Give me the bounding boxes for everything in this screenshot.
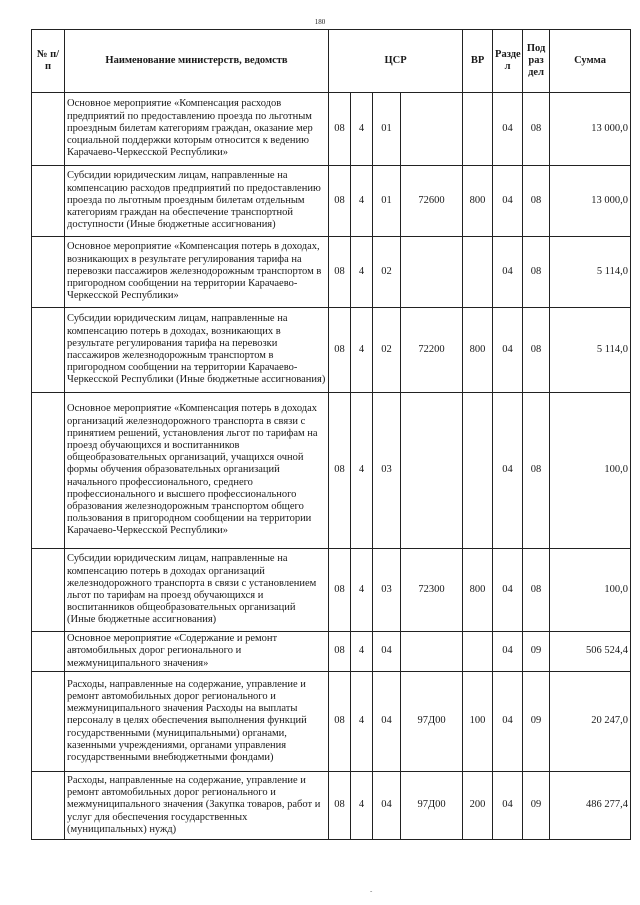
row-num xyxy=(32,308,65,393)
row-csr-subprogram: 4 xyxy=(351,549,373,632)
header-subsection: Под раз дел xyxy=(523,30,550,93)
page-number: 180 xyxy=(314,18,326,26)
row-subsection: 08 xyxy=(523,237,550,308)
row-subsection: 09 xyxy=(523,772,550,840)
row-sum: 13 000,0 xyxy=(550,93,631,166)
row-vr xyxy=(463,393,493,549)
row-csr-direction: 72600 xyxy=(401,166,463,237)
row-section: 04 xyxy=(493,308,523,393)
row-sum: 13 000,0 xyxy=(550,166,631,237)
row-subsection: 08 xyxy=(523,308,550,393)
row-csr-event: 03 xyxy=(373,549,401,632)
row-subsection: 08 xyxy=(523,166,550,237)
row-csr-subprogram: 4 xyxy=(351,237,373,308)
row-csr-event: 04 xyxy=(373,632,401,672)
row-csr-subprogram: 4 xyxy=(351,93,373,166)
row-section: 04 xyxy=(493,549,523,632)
row-csr-subprogram: 4 xyxy=(351,772,373,840)
row-sum: 486 277,4 xyxy=(550,772,631,840)
row-csr-subprogram: 4 xyxy=(351,672,373,772)
table-row xyxy=(32,549,631,632)
footer-mark: - xyxy=(370,887,373,895)
row-name: Субсидии юридическим лицам, направленные на компенсацию расходов предприятий по предоставлению проезда по льготным проездным билетам отдельным категориям граждан на обеспечение транспортной доступности (Иные бюджетные ассигнования) xyxy=(65,166,329,237)
row-csr-direction: 97Д00 xyxy=(401,672,463,772)
row-subsection: 09 xyxy=(523,672,550,772)
row-csr-program: 08 xyxy=(329,166,351,237)
row-csr-direction: 97Д00 xyxy=(401,772,463,840)
row-sum: 20 247,0 xyxy=(550,672,631,772)
row-num xyxy=(32,93,65,166)
row-csr-event: 03 xyxy=(373,393,401,549)
row-csr-event: 02 xyxy=(373,237,401,308)
row-section: 04 xyxy=(493,393,523,549)
row-name: Основное мероприятие «Компенсация расходов предприятий по предоставлению проезда по льготным проездным билетам категориям граждан, оказание мер социальной поддержки которым относится к ведению Карачаево-Черкесской Республики» xyxy=(65,93,329,166)
row-csr-program: 08 xyxy=(329,772,351,840)
row-csr-program: 08 xyxy=(329,308,351,393)
row-csr-event: 01 xyxy=(373,93,401,166)
row-section: 04 xyxy=(493,237,523,308)
row-name: Основное мероприятие «Компенсация потерь в доходах, возникающих в результате регулирования тарифа на перевозки пассажиров железнодорожным транспортом в пригородном сообщении на территории Карачаево-Черкесской Республики» xyxy=(65,237,329,308)
row-sum: 100,0 xyxy=(550,393,631,549)
row-name: Основное мероприятие «Компенсация потерь в доходах организаций железнодорожного транспорта в связи с принятием решений, установления льгот по тарифам на проезд обучающихся и воспитанников общеобразовательных организаций, учащихся очной формы обучения образовательных организаций начального профессионального, среднего профессионального и высшего профессионального образования железнодорожным транспортом общего пользования в пригородном сообщении на территории Карачаево-Черкесской Республики» xyxy=(65,393,329,549)
row-csr-direction xyxy=(401,93,463,166)
row-csr-direction: 72300 xyxy=(401,549,463,632)
header-section: Разде л xyxy=(493,30,523,93)
table-row xyxy=(32,166,631,237)
row-vr: 800 xyxy=(463,308,493,393)
row-num xyxy=(32,166,65,237)
row-csr-program: 08 xyxy=(329,672,351,772)
row-csr-subprogram: 4 xyxy=(351,166,373,237)
row-csr-program: 08 xyxy=(329,393,351,549)
row-csr-subprogram: 4 xyxy=(351,308,373,393)
row-csr-event: 01 xyxy=(373,166,401,237)
table-row xyxy=(32,93,631,166)
row-vr xyxy=(463,93,493,166)
table-row xyxy=(32,672,631,772)
header-row xyxy=(32,30,631,93)
row-num xyxy=(32,237,65,308)
table-body xyxy=(32,93,631,840)
row-csr-program: 08 xyxy=(329,549,351,632)
header-vr: ВР xyxy=(463,30,493,93)
header-csr: ЦСР xyxy=(329,30,463,93)
row-name: Расходы, направленные на содержание, управление и ремонт автомобильных дорог регионального и межмуниципального значения (Закупка товаров, работ и услуг для обеспечения государственных (муниципальных) нужд) xyxy=(65,772,329,840)
row-num xyxy=(32,549,65,632)
row-csr-direction xyxy=(401,237,463,308)
row-subsection: 09 xyxy=(523,632,550,672)
table-row xyxy=(32,237,631,308)
row-num xyxy=(32,672,65,772)
row-csr-direction: 72200 xyxy=(401,308,463,393)
budget-table xyxy=(31,29,631,840)
row-num xyxy=(32,772,65,840)
table-row xyxy=(32,772,631,840)
row-vr: 100 xyxy=(463,672,493,772)
row-sum: 100,0 xyxy=(550,549,631,632)
header-sum: Сумма xyxy=(550,30,631,93)
row-section: 04 xyxy=(493,632,523,672)
row-csr-event: 02 xyxy=(373,308,401,393)
row-section: 04 xyxy=(493,93,523,166)
row-csr-direction xyxy=(401,393,463,549)
row-vr: 200 xyxy=(463,772,493,840)
table-row xyxy=(32,308,631,393)
row-csr-program: 08 xyxy=(329,237,351,308)
header-num: № п/п xyxy=(32,30,65,93)
row-csr-event: 04 xyxy=(373,772,401,840)
row-csr-subprogram: 4 xyxy=(351,393,373,549)
row-csr-subprogram: 4 xyxy=(351,632,373,672)
row-csr-program: 08 xyxy=(329,632,351,672)
row-name: Субсидии юридическим лицам, направленные на компенсацию потерь в доходах, возникающих в результате регулирования тарифа на перевозки пассажиров железнодорожным транспортом в пригородном сообщении на территории Карачаево-Черкесской Республики (Иные бюджетные ассигнования) xyxy=(65,308,329,393)
row-num xyxy=(32,393,65,549)
row-section: 04 xyxy=(493,672,523,772)
row-subsection: 08 xyxy=(523,93,550,166)
row-csr-program: 08 xyxy=(329,93,351,166)
row-name: Расходы, направленные на содержание, управление и ремонт автомобильных дорог регионального и межмуниципального значения Расходы на выплаты персоналу в целях обеспечения выполнения функций государственными (муниципальными) органами, казенными учреждениями, органами управления государственными внебюджетными фондами) xyxy=(65,672,329,772)
row-vr xyxy=(463,632,493,672)
row-name: Основное мероприятие «Содержание и ремонт автомобильных дорог регионального и межмуниципального значения» xyxy=(65,632,329,672)
row-csr-event: 04 xyxy=(373,672,401,772)
row-subsection: 08 xyxy=(523,549,550,632)
row-vr xyxy=(463,237,493,308)
row-section: 04 xyxy=(493,772,523,840)
row-csr-direction xyxy=(401,632,463,672)
row-subsection: 08 xyxy=(523,393,550,549)
row-sum: 506 524,4 xyxy=(550,632,631,672)
header-name: Наименование министерств, ведомств xyxy=(65,30,329,93)
table-row xyxy=(32,393,631,549)
row-sum: 5 114,0 xyxy=(550,308,631,393)
row-num xyxy=(32,632,65,672)
row-section: 04 xyxy=(493,166,523,237)
row-vr: 800 xyxy=(463,166,493,237)
row-name: Субсидии юридическим лицам, направленные на компенсацию потерь в доходах организаций железнодорожного транспорта в связи с установлением льгот по тарифам на проезд обучающихся и воспитанников общеобразовательных организаций (Иные бюджетные ассигнования) xyxy=(65,549,329,632)
row-vr: 800 xyxy=(463,549,493,632)
row-sum: 5 114,0 xyxy=(550,237,631,308)
table-row xyxy=(32,632,631,672)
